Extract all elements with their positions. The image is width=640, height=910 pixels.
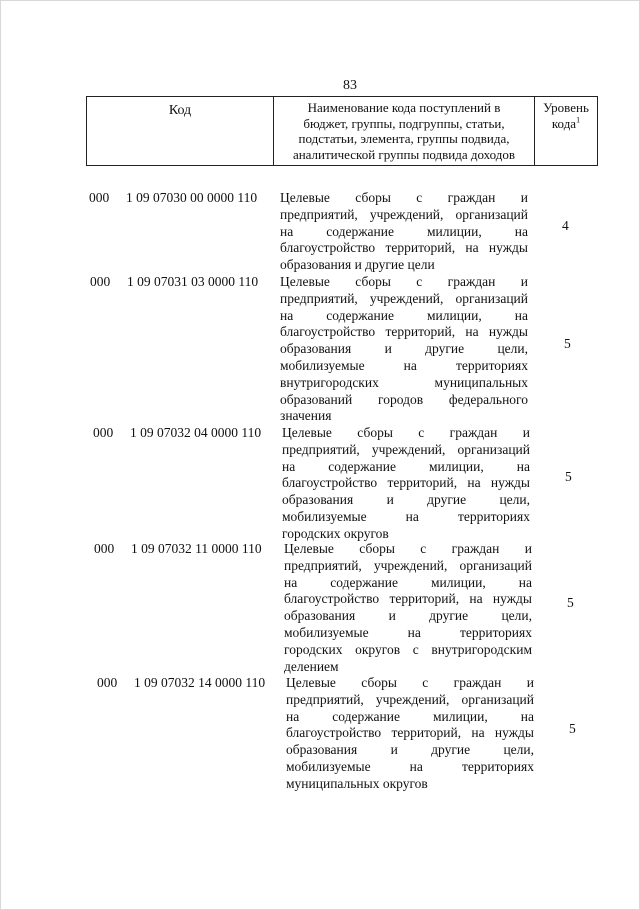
row-description-line: предприятий, учреждений, организаций [280,206,528,222]
row-description-line: городских округов [282,525,389,541]
row-level: 5 [567,595,574,610]
row-description-line: образований городов федерального [280,391,528,407]
row-description [280,190,528,274]
row-description-line: делением [284,658,339,674]
row-description-line: мобилизуемые на территориях [282,508,530,524]
header-code-label: Код [168,103,192,118]
header-name-line: подстатьи, элемента, группы подвида, [298,131,510,146]
row-description-line: Целевые сборы с граждан и [280,274,528,289]
row-description-line: благоустройство территорий, на нужды [280,324,528,340]
row-description [284,541,532,675]
row-description [286,675,534,793]
header-level-cell [535,97,598,165]
row-level: 5 [565,469,572,484]
row-description-line: предприятий, учреждений, организаций [286,691,534,707]
row-description-line: образования и другие цели, [284,608,532,624]
row-description-line: значения [280,408,332,424]
row-description-line: муниципальных округов [286,775,428,791]
row-description-line: образования и другие цели [280,257,435,273]
row-description-line: мобилизуемые на территориях [280,357,528,373]
row-group-code: 000 [94,541,115,556]
header-name-label [278,100,530,162]
row-group-code: 000 [90,274,111,289]
row-description-line: городских округов с внутригородским [284,641,532,657]
row-description-line: образования и другие цели, [286,742,534,758]
header-level-line [537,116,595,132]
row-description-line: внутригородских муниципальных [280,374,528,390]
row-group-code: 000 [93,425,114,440]
row-group-code: 000 [97,675,118,690]
row-description-line: благоустройство территорий, на нужды [280,240,528,256]
row-description-line: Целевые сборы с граждан и [286,675,534,690]
row-revenue-code: 1 09 07030 00 0000 110 [126,190,258,205]
row-description-line: благоустройство территорий, на нужды [284,591,532,607]
header-name-line: Наименование кода поступлений в [307,100,501,115]
row-description-line: Целевые сборы с граждан и [282,425,530,440]
page-number: 83 [343,78,357,93]
header-name-cell [274,97,535,165]
header-code-cell [87,97,274,165]
row-description-line: предприятий, учреждений, организаций [282,441,530,457]
row-description-line: предприятий, учреждений, организаций [280,290,528,306]
table-header [86,96,598,166]
row-revenue-code: 1 09 07032 11 0000 110 [131,541,262,556]
row-level: 5 [564,336,571,351]
row-description-line: мобилизуемые на территориях [284,624,532,640]
row-description-line: образования и другие цели, [280,341,528,357]
row-revenue-code: 1 09 07032 14 0000 110 [134,675,266,690]
row-description-line: благоустройство территорий, на нужды [286,725,534,741]
row-description-line: на содержание милиции, на [284,574,532,590]
row-description [280,274,528,425]
row-description-line: на содержание милиции, на [280,307,528,323]
row-description-line: на содержание милиции, на [280,223,528,239]
row-description-line: Целевые сборы с граждан и [284,541,532,556]
row-description [282,425,530,543]
header-name-line: бюджет, группы, подгруппы, статьи, [303,115,505,131]
footnote-marker: 1 [576,115,581,125]
header-level-word: кода [551,116,577,131]
row-group-code: 000 [89,190,110,205]
row-description-line: Целевые сборы с граждан и [280,190,528,205]
header-name-line: аналитической группы подвида доходов [292,146,516,162]
row-description-line: на содержание милиции, на [286,708,534,724]
row-revenue-code: 1 09 07031 03 0000 110 [127,274,259,289]
row-description-line: мобилизуемые на территориях [286,758,534,774]
header-level-label [537,100,595,132]
row-level: 4 [562,218,569,233]
row-level: 5 [569,721,576,736]
row-description-line: образования и другие цели, [282,492,530,508]
row-revenue-code: 1 09 07032 04 0000 110 [130,425,262,440]
row-description-line: предприятий, учреждений, организаций [284,557,532,573]
row-description-line: благоустройство территорий, на нужды [282,475,530,491]
row-description-line: на содержание милиции, на [282,458,530,474]
header-level-line: Уровень [543,100,589,115]
